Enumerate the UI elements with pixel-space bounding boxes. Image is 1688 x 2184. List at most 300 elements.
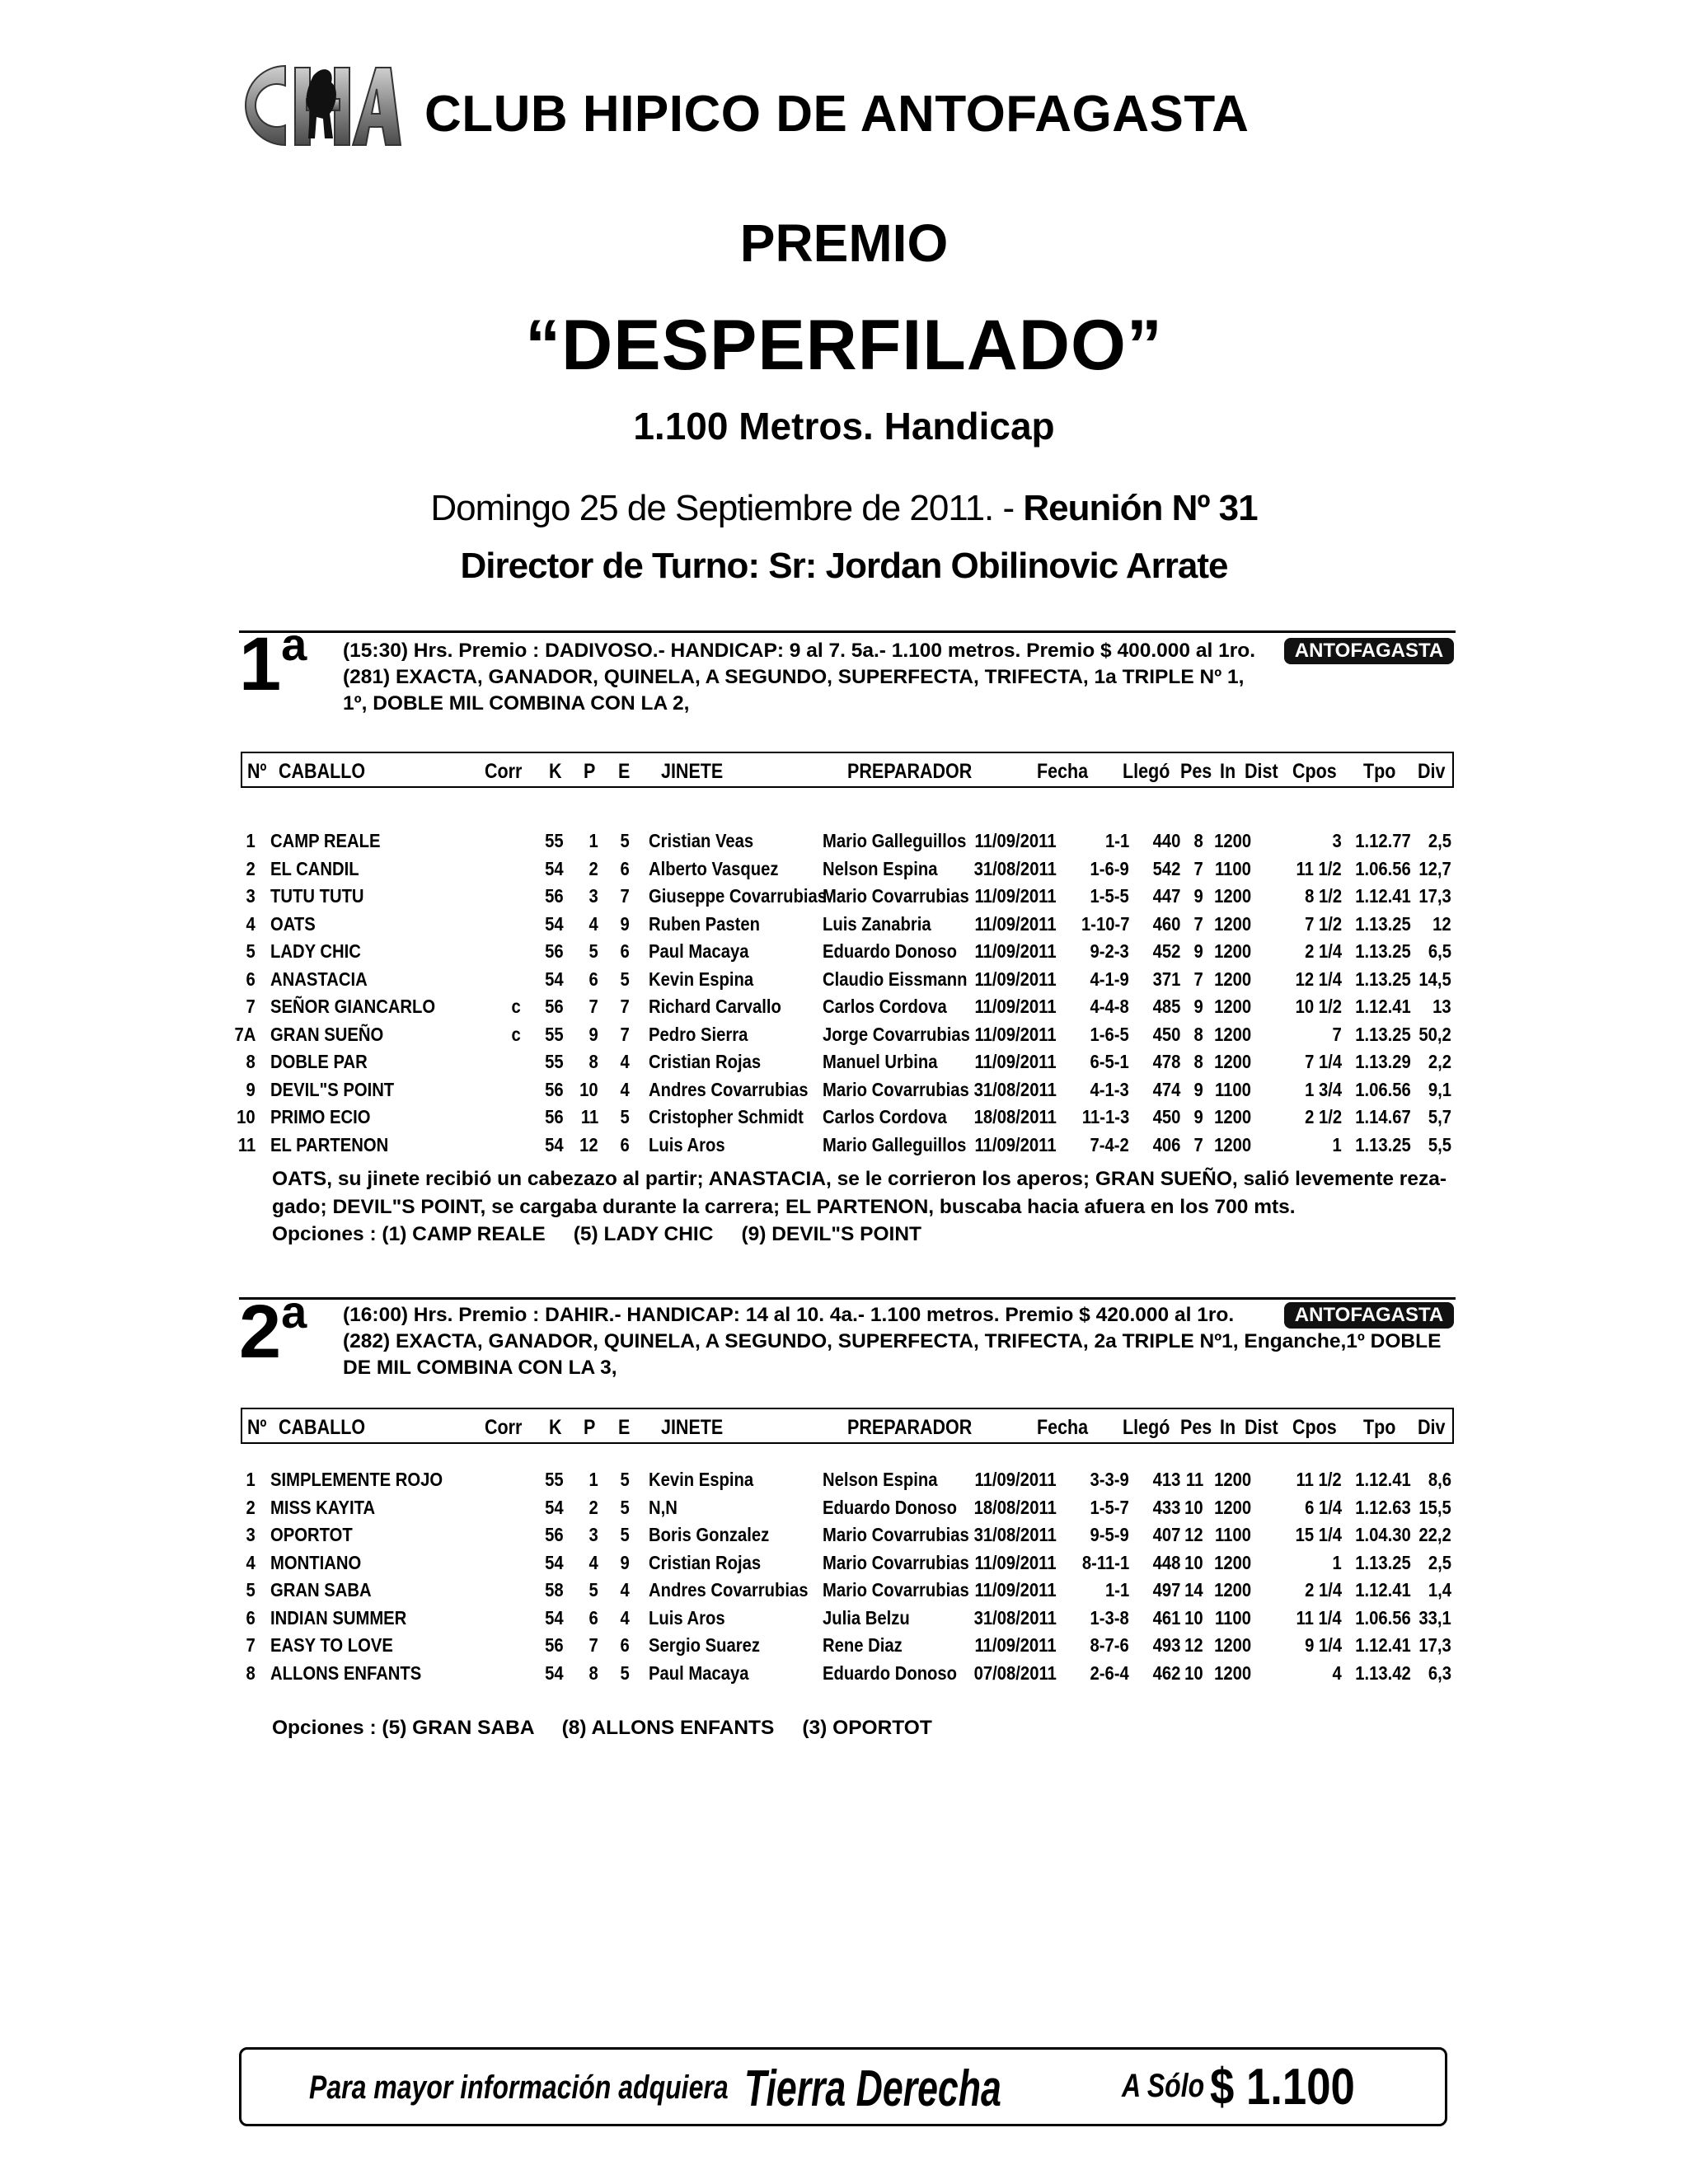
cell-e: 9	[620, 912, 630, 935]
cell-jinete: Alberto Vasquez	[649, 857, 779, 879]
cell-p: 12	[579, 1133, 598, 1155]
cell-div: 13	[1432, 996, 1451, 1017]
cell-p: 2	[588, 857, 598, 879]
cell-k: 55	[545, 830, 564, 851]
cell-caballo: MONTIANO	[270, 1551, 362, 1573]
cell-e: 5	[620, 830, 630, 851]
cell-e: 6	[620, 1634, 630, 1656]
cell-dist: 1200	[1213, 1051, 1251, 1072]
results-table-header	[241, 1408, 1454, 1444]
cell-in: 12	[1184, 1634, 1203, 1656]
table-row	[0, 968, 1688, 993]
cell-k: 56	[545, 1106, 564, 1127]
cell-tpo: 1.13.42	[1355, 1661, 1411, 1684]
table-row	[0, 1552, 1688, 1577]
cell-in: 8	[1193, 1023, 1203, 1045]
cell-tpo: 1.04.30	[1355, 1524, 1411, 1545]
race-info-line: (282) EXACTA, GANADOR, QUINELA, A SEGUNDO, SUPERFECTA, TRIFECTA, 2a TRIPLE Nº1, Enganche,1º DOBLE	[343, 1330, 1442, 1352]
cell-llego: 8-11-1	[1081, 1551, 1129, 1573]
cell-k: 56	[545, 1634, 564, 1656]
column-header: Pes	[1180, 1416, 1212, 1439]
cell-k: 55	[545, 1469, 564, 1490]
column-header: Dist	[1245, 1416, 1278, 1439]
cell-fecha: 11/09/2011	[974, 885, 1057, 907]
cell-p: 6	[588, 1606, 598, 1629]
cell-div: 2,5	[1428, 830, 1451, 851]
cell-tpo: 1.12.41	[1355, 1634, 1411, 1656]
cell-in: 7	[1193, 912, 1203, 935]
cell-preparador: Mario Galleguillos	[823, 1133, 967, 1155]
cell-div: 1,4	[1428, 1579, 1451, 1601]
cell-tpo: 1.12.41	[1355, 1579, 1411, 1601]
cell-cpos: 11 1/2	[1296, 857, 1342, 879]
cell-llego: 4-1-9	[1090, 968, 1129, 990]
cell-fecha: 07/08/2011	[973, 1661, 1057, 1684]
column-header: K	[549, 1416, 562, 1439]
column-header: Llegó	[1123, 760, 1170, 783]
cell-llego: 1-10-7	[1081, 912, 1129, 935]
cell-cpos: 11 1/2	[1296, 1469, 1342, 1490]
cell-preparador: Eduardo Donoso	[823, 940, 958, 962]
table-row	[0, 1079, 1688, 1104]
cell-preparador: Mario Covarrubias	[823, 1579, 969, 1601]
cell-cpos: 7	[1332, 1023, 1342, 1045]
cell-preparador: Mario Galleguillos	[823, 830, 967, 851]
cell-tpo: 1.12.63	[1355, 1496, 1411, 1518]
cell-div: 5,7	[1428, 1106, 1451, 1127]
cell-jinete: N,N	[649, 1496, 678, 1518]
cell-cpos: 9 1/4	[1304, 1634, 1342, 1656]
cell-num: 11	[237, 1133, 256, 1155]
cell-e: 4	[620, 1606, 630, 1629]
cell-cpos: 11 1/4	[1296, 1606, 1342, 1629]
column-header: Corr	[485, 760, 523, 783]
cell-div: 8,6	[1428, 1469, 1451, 1490]
cell-preparador: Jorge Covarrubias	[823, 1023, 970, 1045]
cell-preparador: Julia Belzu	[823, 1606, 910, 1629]
cell-caballo: MISS KAYITA	[270, 1496, 376, 1518]
cell-in: 8	[1193, 830, 1203, 851]
cell-tpo: 1.14.67	[1355, 1106, 1411, 1127]
cell-tpo: 1.13.25	[1355, 968, 1411, 990]
column-header: Corr	[485, 1416, 523, 1439]
cell-llego: 1-1	[1104, 830, 1129, 851]
cell-cpos: 1	[1332, 1551, 1342, 1573]
cell-fecha: 11/09/2011	[974, 830, 1057, 851]
cell-llego: 7-4-2	[1090, 1133, 1129, 1155]
table-row	[0, 996, 1688, 1020]
footer-text-price: $ 1.100	[1210, 2059, 1355, 2116]
cell-tpo: 1.06.56	[1355, 1078, 1411, 1100]
table-row	[0, 1524, 1688, 1549]
cell-dist: 1200	[1213, 1023, 1251, 1045]
column-header: CABALLO	[279, 1416, 366, 1439]
cell-pes: 478	[1152, 1051, 1180, 1072]
cell-caballo: SEÑOR GIANCARLO	[270, 996, 436, 1017]
cell-jinete: Andres Covarrubias	[649, 1078, 809, 1100]
cell-e: 5	[620, 1469, 630, 1490]
cell-pes: 406	[1152, 1133, 1180, 1155]
cell-div: 17,3	[1418, 885, 1451, 907]
table-row	[0, 1134, 1688, 1159]
cell-dist: 1200	[1213, 996, 1251, 1017]
cell-in: 7	[1193, 857, 1203, 879]
column-header: Fecha	[1037, 760, 1089, 783]
cell-div: 6,5	[1428, 940, 1451, 962]
cell-k: 56	[545, 885, 564, 907]
cell-num: 10	[237, 1106, 256, 1127]
cell-div: 14,5	[1418, 968, 1451, 990]
cell-caballo: OPORTOT	[270, 1524, 353, 1545]
race-number-digit: 1	[239, 622, 282, 706]
cell-p: 10	[579, 1078, 598, 1100]
cell-in: 9	[1193, 996, 1203, 1017]
cell-tpo: 1.13.25	[1355, 1551, 1411, 1573]
cell-llego: 8-7-6	[1090, 1634, 1129, 1656]
cell-jinete: Cristian Rojas	[649, 1551, 762, 1573]
cell-e: 6	[620, 940, 630, 962]
cell-num: 7	[246, 996, 256, 1017]
column-header: E	[618, 1416, 631, 1439]
cell-tpo: 1.13.29	[1355, 1051, 1411, 1072]
race-info-line: (16:00) Hrs. Premio : DAHIR.- HANDICAP: 14 al 10. 4a.- 1.100 metros. Premio $ 420.000 al 1ro.	[343, 1304, 1235, 1326]
cell-in: 7	[1193, 968, 1203, 990]
cell-in: 10	[1184, 1551, 1203, 1573]
cell-fecha: 11/09/2011	[974, 1551, 1057, 1573]
cell-fecha: 31/08/2011	[973, 1078, 1057, 1100]
cell-e: 4	[620, 1051, 630, 1072]
column-header: Nº	[247, 760, 267, 783]
column-header: P	[584, 760, 596, 783]
table-row	[0, 1634, 1688, 1659]
cell-fecha: 11/09/2011	[974, 1133, 1057, 1155]
cell-e: 6	[620, 857, 630, 879]
cell-llego: 9-5-9	[1090, 1524, 1129, 1545]
cell-preparador: Eduardo Donoso	[823, 1496, 958, 1518]
cell-fecha: 11/09/2011	[974, 1469, 1057, 1490]
column-header: CABALLO	[279, 760, 366, 783]
cell-num: 6	[246, 1606, 256, 1629]
cell-jinete: Pedro Sierra	[649, 1023, 748, 1045]
cell-num: 9	[246, 1078, 256, 1100]
cell-cpos: 7 1/4	[1304, 1051, 1342, 1072]
cell-e: 7	[620, 996, 630, 1017]
cell-tpo: 1.13.25	[1355, 1133, 1411, 1155]
distance-type: 1.100 Metros. Handicap	[633, 405, 1055, 448]
cell-in: 12	[1184, 1524, 1203, 1545]
cell-p: 8	[588, 1661, 598, 1684]
cell-e: 5	[620, 968, 630, 990]
table-row	[0, 858, 1688, 883]
cell-caballo: INDIAN SUMMER	[270, 1606, 407, 1629]
cell-preparador: Luis Zanabria	[823, 912, 931, 935]
cell-tpo: 1.06.56	[1355, 1606, 1411, 1629]
cell-pes: 461	[1152, 1606, 1180, 1629]
cell-num: 6	[246, 968, 256, 990]
date-text: Domingo 25 de Septiembre de 2011. -	[430, 488, 1024, 528]
cell-k: 56	[545, 996, 564, 1017]
cell-fecha: 11/09/2011	[974, 996, 1057, 1017]
cell-dist: 1200	[1213, 940, 1251, 962]
cell-num: 1	[246, 830, 256, 851]
cell-caballo: GRAN SUEÑO	[270, 1023, 384, 1045]
cell-llego: 11-1-3	[1081, 1106, 1129, 1127]
cell-fecha: 18/08/2011	[973, 1496, 1057, 1518]
cell-pes: 407	[1152, 1524, 1180, 1545]
club-logo	[237, 56, 402, 155]
cell-p: 5	[588, 940, 598, 962]
column-header: P	[584, 1416, 596, 1439]
cell-div: 6,3	[1428, 1661, 1451, 1684]
cell-preparador: Nelson Espina	[823, 1469, 938, 1490]
column-header: Div	[1418, 760, 1446, 783]
table-row	[0, 1051, 1688, 1076]
cell-fecha: 18/08/2011	[973, 1106, 1057, 1127]
cell-preparador: Mario Covarrubias	[823, 1551, 969, 1573]
race-number-ordinal: a	[281, 618, 307, 670]
cell-llego: 1-5-7	[1090, 1496, 1129, 1518]
cell-jinete: Sergio Suarez	[649, 1634, 760, 1656]
cell-dist: 1200	[1213, 885, 1251, 907]
track-badge: ANTOFAGASTA	[1284, 638, 1454, 664]
cell-num: 7	[246, 1634, 256, 1656]
cell-pes: 433	[1152, 1496, 1180, 1518]
cell-p: 3	[588, 885, 598, 907]
cell-fecha: 31/08/2011	[973, 1606, 1057, 1629]
cell-tpo: 1.12.41	[1355, 885, 1411, 907]
cell-caballo: OATS	[270, 912, 316, 935]
cell-cpos: 8 1/2	[1304, 885, 1342, 907]
cell-llego: 1-3-8	[1090, 1606, 1129, 1629]
cell-preparador: Claudio Eissmann	[823, 968, 968, 990]
cell-p: 1	[588, 830, 598, 851]
column-header: Fecha	[1037, 1416, 1089, 1439]
footer-ad	[239, 2047, 1447, 2126]
cell-k: 56	[545, 940, 564, 962]
cell-caballo: ANASTACIA	[270, 968, 368, 990]
cell-jinete: Kevin Espina	[649, 1469, 754, 1490]
race-number	[239, 1286, 307, 1374]
cell-in: 8	[1193, 1051, 1203, 1072]
cell-fecha: 11/09/2011	[974, 968, 1057, 990]
cell-pes: 485	[1152, 996, 1180, 1017]
cell-p: 9	[588, 1023, 598, 1045]
table-row	[0, 1024, 1688, 1048]
column-header: Div	[1418, 1416, 1446, 1439]
table-row	[0, 830, 1688, 855]
cell-e: 4	[620, 1579, 630, 1601]
cell-num: 5	[246, 1579, 256, 1601]
cell-jinete: Andres Covarrubias	[649, 1579, 809, 1601]
cell-cpos: 6 1/4	[1304, 1496, 1342, 1518]
results-table-header	[241, 752, 1454, 788]
cell-div: 12	[1432, 912, 1451, 935]
cell-jinete: Paul Macaya	[649, 1661, 749, 1684]
cell-preparador: Eduardo Donoso	[823, 1661, 958, 1684]
cell-cpos: 3	[1332, 830, 1342, 851]
cell-cpos: 1 3/4	[1304, 1078, 1342, 1100]
cell-preparador: Manuel Urbina	[823, 1051, 938, 1072]
cell-e: 5	[620, 1661, 630, 1684]
cell-k: 54	[545, 1606, 564, 1629]
table-row	[0, 913, 1688, 938]
cell-llego: 9-2-3	[1090, 940, 1129, 962]
race-opciones: Opciones : (1) CAMP REALE (5) LADY CHIC (9) DEVIL"S POINT	[272, 1223, 921, 1245]
cell-e: 6	[620, 1133, 630, 1155]
table-row	[0, 940, 1688, 965]
race-notes-line: gado; DEVIL"S POINT, se cargaba durante la carrera; EL PARTENON, buscaba hacia afuera en los 700 mts.	[272, 1196, 1296, 1218]
cell-tpo: 1.06.56	[1355, 857, 1411, 879]
column-header: Tpo	[1363, 760, 1396, 783]
cell-div: 12,7	[1418, 857, 1451, 879]
cell-jinete: Giuseppe Covarrubias	[649, 885, 827, 907]
cell-llego: 2-6-4	[1090, 1661, 1129, 1684]
cell-in: 14	[1184, 1579, 1203, 1601]
cell-k: 56	[545, 1078, 564, 1100]
cell-fecha: 11/09/2011	[974, 1579, 1057, 1601]
column-header: JINETE	[661, 1416, 724, 1439]
race-number	[239, 618, 307, 706]
cell-dist: 1200	[1213, 1496, 1251, 1518]
cell-num: 2	[246, 857, 256, 879]
reunion-number: Reunión Nº 31	[1023, 488, 1258, 528]
cell-e: 5	[620, 1106, 630, 1127]
cell-fecha: 11/09/2011	[974, 940, 1057, 962]
cell-jinete: Ruben Pasten	[649, 912, 760, 935]
cell-p: 3	[588, 1524, 598, 1545]
cell-preparador: Nelson Espina	[823, 857, 938, 879]
cell-num: 3	[246, 885, 256, 907]
cell-pes: 493	[1152, 1634, 1180, 1656]
cell-dist: 1200	[1213, 1661, 1251, 1684]
cell-in: 9	[1193, 940, 1203, 962]
race-divider	[239, 630, 1456, 633]
cell-jinete: Boris Gonzalez	[649, 1524, 770, 1545]
cell-jinete: Cristian Rojas	[649, 1051, 762, 1072]
cell-num: 2	[246, 1496, 256, 1518]
cell-corr: c	[511, 1023, 521, 1045]
column-header: Cpos	[1292, 1416, 1337, 1439]
cell-cpos: 12 1/4	[1295, 968, 1342, 990]
cell-caballo: EL CANDIL	[270, 857, 359, 879]
cell-in: 9	[1193, 885, 1203, 907]
cell-caballo: TUTU TUTU	[270, 885, 364, 907]
footer-text-publication: Tierra Derecha	[744, 2060, 1001, 2117]
cell-tpo: 1.12.41	[1355, 996, 1411, 1017]
cell-jinete: Paul Macaya	[649, 940, 749, 962]
race-notes-line: OATS, su jinete recibió un cabezazo al partir; ANASTACIA, se le corrieron los aperos; GRAN SUEÑO, salió levemente reza-	[272, 1168, 1447, 1190]
cell-corr: c	[511, 996, 521, 1017]
cell-k: 58	[545, 1579, 564, 1601]
cell-dist: 1100	[1215, 1606, 1251, 1629]
club-name: CLUB HIPICO DE ANTOFAGASTA	[424, 86, 1250, 143]
column-header: Pes	[1180, 760, 1212, 783]
cell-k: 54	[545, 1496, 564, 1518]
cell-caballo: GRAN SABA	[270, 1579, 372, 1601]
column-header: In	[1220, 1416, 1236, 1439]
cell-pes: 450	[1152, 1106, 1180, 1127]
cell-k: 54	[545, 1661, 564, 1684]
column-header: Dist	[1245, 760, 1278, 783]
footer-text-price-label: A Sólo	[1122, 2068, 1205, 2104]
cell-p: 11	[580, 1106, 598, 1127]
cell-dist: 1200	[1213, 1551, 1251, 1573]
cell-num: 4	[246, 912, 256, 935]
cell-p: 5	[588, 1579, 598, 1601]
cell-preparador: Mario Covarrubias	[823, 885, 969, 907]
cell-pes: 448	[1152, 1551, 1180, 1573]
cell-preparador: Mario Covarrubias	[823, 1524, 969, 1545]
cell-llego: 1-1	[1104, 1579, 1129, 1601]
cell-pes: 413	[1152, 1469, 1180, 1490]
cell-jinete: Cristopher Schmidt	[649, 1106, 804, 1127]
cell-caballo: ALLONS ENFANTS	[270, 1661, 422, 1684]
cell-div: 17,3	[1418, 1634, 1451, 1656]
cell-pes: 450	[1152, 1023, 1180, 1045]
cell-pes: 474	[1152, 1078, 1180, 1100]
cell-p: 6	[588, 968, 598, 990]
cell-pes: 462	[1152, 1661, 1180, 1684]
cell-preparador: Rene Diaz	[823, 1634, 903, 1656]
race-event-name: “DESPERFILADO”	[525, 306, 1163, 385]
cell-k: 54	[545, 912, 564, 935]
cell-preparador: Mario Covarrubias	[823, 1078, 969, 1100]
cell-p: 1	[588, 1469, 598, 1490]
cell-p: 7	[588, 1634, 598, 1656]
cell-e: 7	[620, 885, 630, 907]
cell-p: 4	[588, 1551, 598, 1573]
cell-llego: 1-5-5	[1090, 885, 1129, 907]
cell-caballo: DEVIL"S POINT	[270, 1078, 395, 1100]
cell-cpos: 15 1/4	[1295, 1524, 1342, 1545]
race-info-line: 1º, DOBLE MIL COMBINA CON LA 2,	[343, 692, 690, 715]
cell-num: 7A	[234, 1023, 256, 1045]
cell-llego: 4-1-3	[1090, 1078, 1129, 1100]
column-header: JINETE	[661, 760, 724, 783]
cell-p: 4	[588, 912, 598, 935]
cell-e: 9	[620, 1551, 630, 1573]
cell-tpo: 1.12.41	[1355, 1469, 1411, 1490]
cell-tpo: 1.13.25	[1355, 940, 1411, 962]
cell-cpos: 2 1/4	[1304, 1579, 1342, 1601]
column-header: Nº	[247, 1416, 267, 1439]
cell-div: 2,5	[1428, 1551, 1451, 1573]
cell-caballo: PRIMO ECIO	[270, 1106, 371, 1127]
cell-num: 8	[246, 1661, 256, 1684]
cell-in: 9	[1193, 1078, 1203, 1100]
cell-in: 11	[1185, 1469, 1203, 1490]
cell-dist: 1100	[1215, 1524, 1251, 1545]
cell-jinete: Cristian Veas	[649, 830, 754, 851]
column-header: PREPARADOR	[847, 1416, 973, 1439]
cell-cpos: 2 1/2	[1304, 1106, 1342, 1127]
cell-tpo: 1.13.25	[1355, 1023, 1411, 1045]
cell-pes: 447	[1152, 885, 1180, 907]
cell-caballo: DOBLE PAR	[270, 1051, 368, 1072]
cell-llego: 6-5-1	[1090, 1051, 1129, 1072]
column-header: Tpo	[1363, 1416, 1396, 1439]
cell-llego: 3-3-9	[1090, 1469, 1129, 1490]
cell-k: 54	[545, 1551, 564, 1573]
cell-e: 5	[620, 1524, 630, 1545]
cell-in: 10	[1184, 1496, 1203, 1518]
cell-pes: 452	[1152, 940, 1180, 962]
cell-dist: 1200	[1213, 830, 1251, 851]
race-notes	[272, 1165, 1459, 1221]
table-row	[0, 885, 1688, 910]
cell-cpos: 1	[1332, 1133, 1342, 1155]
table-row	[0, 1106, 1688, 1131]
